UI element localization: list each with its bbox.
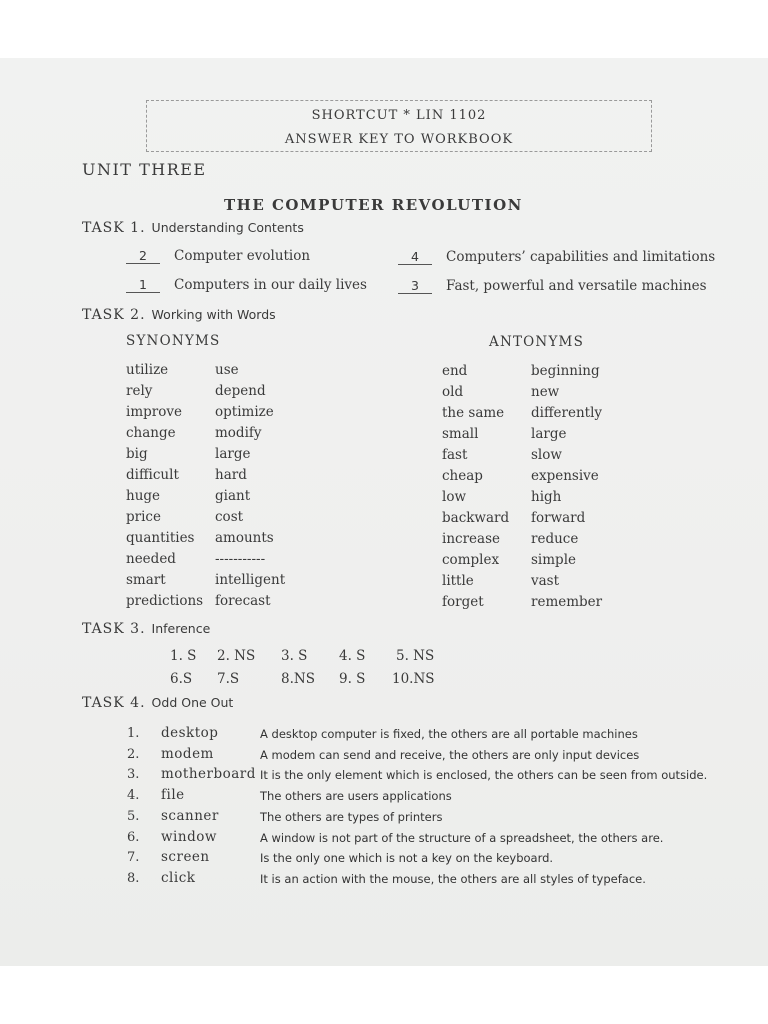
odd-item-number: 7. [127, 850, 140, 866]
antonym-answer: slow [531, 447, 562, 463]
antonym-word: old [442, 384, 464, 400]
header-line-2: ANSWER KEY TO WORKBOOK [284, 132, 514, 147]
synonym-word: rely [126, 383, 153, 399]
synonym-answer: depend [215, 383, 266, 399]
synonym-answer: modify [215, 425, 262, 441]
inference-answer: 9. S [339, 671, 366, 687]
answer-blank: 3 [398, 278, 432, 294]
odd-item-word: motherboard [161, 766, 256, 783]
inference-answer: 7.S [217, 671, 240, 687]
task1-item [398, 249, 715, 265]
odd-item-word: scanner [161, 807, 219, 824]
inference-answer: 8.NS [281, 671, 315, 687]
synonym-word: huge [126, 488, 161, 504]
unit-heading: UNIT THREE [82, 160, 207, 179]
odd-item-explanation: The others are types of printers [260, 809, 443, 824]
task1-item-text: Computers in our daily lives [174, 277, 367, 293]
antonyms-heading: ANTONYMS [489, 334, 585, 350]
antonym-answer: reduce [531, 531, 579, 547]
antonym-answer: new [531, 384, 560, 400]
odd-item-word: screen [161, 849, 210, 866]
synonym-word: utilize [126, 362, 169, 378]
synonym-word: predictions [126, 593, 204, 609]
odd-item-explanation: The others are users applications [260, 789, 452, 804]
odd-item-explanation: It is an action with the mouse, the others are all styles of typeface. [260, 871, 646, 886]
synonym-word: difficult [126, 467, 179, 483]
inference-answer: 4. S [339, 648, 366, 664]
odd-item-number: 2. [127, 746, 140, 762]
task3-heading [82, 621, 210, 637]
antonym-word: small [442, 426, 479, 442]
antonym-word: increase [442, 531, 500, 547]
inference-answer: 1. S [170, 648, 197, 664]
odd-item-word: window [161, 828, 217, 845]
task2-label: TASK 2. [82, 307, 146, 323]
header-box [146, 100, 652, 152]
answer-blank: 4 [398, 249, 432, 265]
synonyms-heading: SYNONYMS [126, 333, 221, 349]
antonym-word: little [442, 573, 474, 589]
task2-subtitle: Working with Words [151, 307, 276, 322]
odd-item-number: 1. [127, 726, 140, 741]
task4-heading [82, 695, 233, 711]
odd-item-number: 8. [127, 870, 140, 886]
odd-item-word: file [161, 787, 185, 804]
task1-item-text: Computer evolution [174, 248, 311, 264]
antonym-answer: differently [531, 405, 603, 421]
task1-item [398, 278, 707, 294]
synonym-answer: optimize [215, 404, 274, 420]
antonym-answer: beginning [531, 363, 600, 379]
task1-item-text: Fast, powerful and versatile machines [446, 278, 707, 294]
odd-item-explanation: Is the only one which is not a key on the keyboard. [260, 851, 554, 866]
antonym-word: complex [442, 552, 500, 568]
antonym-answer: forward [531, 510, 586, 526]
odd-item-number: 5. [127, 808, 140, 824]
antonym-word: low [442, 489, 467, 505]
header-line-1: SHORTCUT * LIN 1102 [311, 108, 487, 123]
task1-item [126, 277, 367, 293]
odd-item-word: click [161, 869, 196, 886]
odd-item-explanation: It is the only element which is enclosed, the others can be seen from outside. [260, 768, 708, 783]
antonym-answer: large [531, 426, 567, 442]
answer-blank: 1 [126, 277, 160, 293]
task1-item-text: Computers’ capabilities and limitations [446, 249, 716, 265]
antonym-answer: expensive [531, 468, 599, 484]
task1-label: TASK 1. [82, 220, 146, 236]
synonym-answer: hard [215, 467, 247, 483]
synonym-word: change [126, 425, 176, 441]
task4-label: TASK 4. [82, 695, 146, 711]
task4-subtitle: Odd One Out [151, 695, 234, 710]
synonym-answer: use [215, 362, 239, 378]
antonym-word: backward [442, 510, 510, 526]
synonym-answer: giant [215, 488, 251, 504]
synonym-answer: ----------- [215, 551, 266, 567]
inference-answer: 6.S [170, 671, 193, 687]
antonym-word: fast [442, 447, 468, 463]
inference-answer: 5. NS [396, 648, 435, 664]
synonym-answer: amounts [215, 530, 274, 546]
odd-item-number: 6. [127, 829, 140, 845]
synonym-word: needed [126, 551, 176, 567]
odd-item-number: 3. [127, 767, 140, 783]
antonym-word: forget [442, 594, 484, 610]
odd-item-word: desktop [161, 725, 219, 741]
antonym-answer: high [531, 489, 562, 505]
task1-item [126, 248, 310, 264]
task3-label: TASK 3. [82, 621, 146, 637]
synonym-answer: large [215, 446, 251, 462]
synonym-answer: forecast [215, 593, 271, 609]
task3-subtitle: Inference [151, 621, 211, 636]
synonym-word: price [126, 509, 161, 525]
synonym-word: big [126, 446, 148, 462]
odd-item-explanation: A window is not part of the structure of a spreadsheet, the others are. [260, 830, 664, 845]
synonym-word: improve [126, 404, 182, 420]
odd-item-explanation: A modem can send and receive, the others are only input devices [260, 747, 640, 762]
answer-blank: 2 [126, 248, 160, 264]
antonym-answer: simple [531, 552, 576, 568]
antonym-word: cheap [442, 468, 483, 484]
odd-item-number: 4. [127, 788, 140, 804]
task1-heading [82, 220, 304, 236]
antonym-answer: remember [531, 594, 603, 610]
synonym-answer: cost [215, 509, 244, 525]
antonym-word: end [442, 363, 468, 379]
odd-item-word: modem [161, 745, 214, 762]
synonym-word: smart [126, 572, 166, 588]
task1-subtitle: Understanding Contents [151, 220, 304, 235]
synonym-answer: intelligent [215, 572, 286, 588]
odd-item-explanation: A desktop computer is fixed, the others are all portable machines [260, 727, 638, 741]
inference-answer: 10.NS [392, 671, 435, 687]
synonym-word: quantities [126, 530, 195, 546]
task2-heading [82, 307, 276, 323]
page-title: THE COMPUTER REVOLUTION [224, 196, 523, 214]
antonym-answer: vast [531, 573, 560, 589]
inference-answer: 2. NS [217, 648, 256, 664]
inference-answer: 3. S [281, 648, 308, 664]
antonym-word: the same [442, 405, 505, 421]
